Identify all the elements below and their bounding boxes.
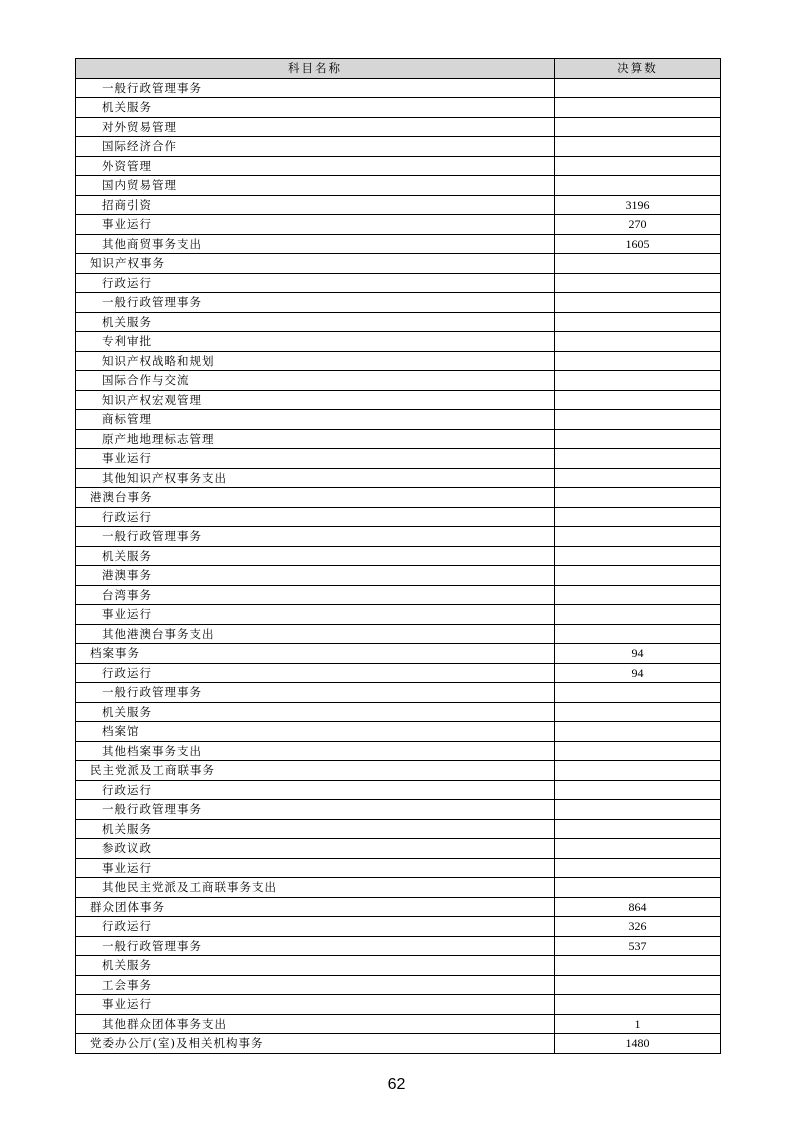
final-amount-cell xyxy=(555,761,721,781)
table-row xyxy=(76,527,721,547)
subject-name-cell: 事业运行 xyxy=(76,995,555,1015)
table-row xyxy=(76,507,721,527)
subject-name-cell: 其他民主党派及工商联事务支出 xyxy=(76,878,555,898)
header-row xyxy=(76,59,721,79)
table-row xyxy=(76,975,721,995)
subject-name-cell: 商标管理 xyxy=(76,410,555,430)
table-row xyxy=(76,917,721,937)
final-amount-cell: 864 xyxy=(555,897,721,917)
final-amount-cell xyxy=(555,975,721,995)
final-amount-cell xyxy=(555,780,721,800)
final-amount-cell xyxy=(555,858,721,878)
table-row xyxy=(76,254,721,274)
subject-name-cell: 事业运行 xyxy=(76,858,555,878)
subject-name-cell: 对外贸易管理 xyxy=(76,117,555,137)
table-body xyxy=(76,78,721,1053)
subject-name-cell: 机关服务 xyxy=(76,546,555,566)
table-row xyxy=(76,839,721,859)
table-row xyxy=(76,1034,721,1054)
table-row xyxy=(76,117,721,137)
subject-name-cell: 知识产权战略和规划 xyxy=(76,351,555,371)
final-amount-cell xyxy=(555,995,721,1015)
final-amount-cell xyxy=(555,507,721,527)
final-amount-cell xyxy=(555,429,721,449)
subject-name-cell: 机关服务 xyxy=(76,702,555,722)
subject-name-cell: 其他知识产权事务支出 xyxy=(76,468,555,488)
subject-name-cell: 档案事务 xyxy=(76,644,555,664)
subject-name-cell: 机关服务 xyxy=(76,312,555,332)
subject-name-cell: 一般行政管理事务 xyxy=(76,683,555,703)
final-amount-cell xyxy=(555,722,721,742)
subject-name-cell: 行政运行 xyxy=(76,507,555,527)
table-row xyxy=(76,156,721,176)
final-amount-cell xyxy=(555,293,721,313)
table-row xyxy=(76,215,721,235)
final-amount-cell: 326 xyxy=(555,917,721,937)
table-row xyxy=(76,722,721,742)
table-row xyxy=(76,390,721,410)
table-row xyxy=(76,800,721,820)
subject-name-cell: 党委办公厅(室)及相关机构事务 xyxy=(76,1034,555,1054)
subject-name-cell: 原产地地理标志管理 xyxy=(76,429,555,449)
final-amount-cell xyxy=(555,78,721,98)
subject-name-cell: 群众团体事务 xyxy=(76,897,555,917)
subject-name-cell: 外资管理 xyxy=(76,156,555,176)
table-row xyxy=(76,137,721,157)
table-row xyxy=(76,956,721,976)
subject-name-cell: 事业运行 xyxy=(76,449,555,469)
budget-table xyxy=(75,58,721,1054)
final-amount-cell xyxy=(555,98,721,118)
final-amount-cell xyxy=(555,371,721,391)
subject-name-cell: 行政运行 xyxy=(76,917,555,937)
final-amount-cell: 1480 xyxy=(555,1034,721,1054)
subject-name-cell: 其他档案事务支出 xyxy=(76,741,555,761)
final-amount-cell xyxy=(555,351,721,371)
subject-name-cell: 事业运行 xyxy=(76,605,555,625)
subject-name-cell: 机关服务 xyxy=(76,956,555,976)
final-amount-cell xyxy=(555,137,721,157)
table-row xyxy=(76,488,721,508)
header-subject-name: 科目名称 xyxy=(76,59,555,79)
table-row xyxy=(76,995,721,1015)
final-amount-cell xyxy=(555,312,721,332)
table-row xyxy=(76,546,721,566)
table-row xyxy=(76,585,721,605)
table-row xyxy=(76,195,721,215)
subject-name-cell: 其他港澳台事务支出 xyxy=(76,624,555,644)
final-amount-cell xyxy=(555,566,721,586)
final-amount-cell: 94 xyxy=(555,644,721,664)
table-row xyxy=(76,702,721,722)
table-row xyxy=(76,936,721,956)
subject-name-cell: 国际经济合作 xyxy=(76,137,555,157)
subject-name-cell: 一般行政管理事务 xyxy=(76,936,555,956)
table-row xyxy=(76,878,721,898)
table-row xyxy=(76,605,721,625)
final-amount-cell: 270 xyxy=(555,215,721,235)
final-amount-cell: 94 xyxy=(555,663,721,683)
table-row xyxy=(76,624,721,644)
subject-name-cell: 事业运行 xyxy=(76,215,555,235)
subject-name-cell: 港澳台事务 xyxy=(76,488,555,508)
final-amount-cell: 537 xyxy=(555,936,721,956)
table-row xyxy=(76,897,721,917)
final-amount-cell xyxy=(555,449,721,469)
table-row xyxy=(76,78,721,98)
final-amount-cell xyxy=(555,390,721,410)
table-row xyxy=(76,176,721,196)
subject-name-cell: 机关服务 xyxy=(76,98,555,118)
subject-name-cell: 港澳事务 xyxy=(76,566,555,586)
subject-name-cell: 民主党派及工商联事务 xyxy=(76,761,555,781)
table-row xyxy=(76,741,721,761)
subject-name-cell: 台湾事务 xyxy=(76,585,555,605)
table-row xyxy=(76,410,721,430)
final-amount-cell xyxy=(555,468,721,488)
final-amount-cell xyxy=(555,546,721,566)
final-amount-cell xyxy=(555,254,721,274)
table-row xyxy=(76,234,721,254)
table-row xyxy=(76,332,721,352)
subject-name-cell: 招商引资 xyxy=(76,195,555,215)
final-amount-cell xyxy=(555,332,721,352)
table-row xyxy=(76,761,721,781)
final-amount-cell xyxy=(555,741,721,761)
subject-name-cell: 参政议政 xyxy=(76,839,555,859)
subject-name-cell: 行政运行 xyxy=(76,663,555,683)
header-final-amount: 决算数 xyxy=(555,59,721,79)
final-amount-cell xyxy=(555,410,721,430)
final-amount-cell xyxy=(555,585,721,605)
table-row xyxy=(76,663,721,683)
subject-name-cell: 一般行政管理事务 xyxy=(76,78,555,98)
final-amount-cell: 3196 xyxy=(555,195,721,215)
final-amount-cell xyxy=(555,176,721,196)
table-row xyxy=(76,351,721,371)
subject-name-cell: 知识产权宏观管理 xyxy=(76,390,555,410)
final-amount-cell: 1605 xyxy=(555,234,721,254)
subject-name-cell: 专利审批 xyxy=(76,332,555,352)
final-amount-cell xyxy=(555,117,721,137)
final-amount-cell xyxy=(555,156,721,176)
final-amount-cell xyxy=(555,605,721,625)
subject-name-cell: 一般行政管理事务 xyxy=(76,293,555,313)
final-amount-cell xyxy=(555,273,721,293)
final-amount-cell: 1 xyxy=(555,1014,721,1034)
subject-name-cell: 档案馆 xyxy=(76,722,555,742)
subject-name-cell: 工会事务 xyxy=(76,975,555,995)
table-row xyxy=(76,449,721,469)
table-row xyxy=(76,644,721,664)
subject-name-cell: 国内贸易管理 xyxy=(76,176,555,196)
final-amount-cell xyxy=(555,819,721,839)
table-row xyxy=(76,858,721,878)
final-amount-cell xyxy=(555,839,721,859)
table-row xyxy=(76,780,721,800)
final-amount-cell xyxy=(555,702,721,722)
table-row xyxy=(76,293,721,313)
final-amount-cell xyxy=(555,527,721,547)
subject-name-cell: 机关服务 xyxy=(76,819,555,839)
subject-name-cell: 其他群众团体事务支出 xyxy=(76,1014,555,1034)
final-amount-cell xyxy=(555,488,721,508)
final-amount-cell xyxy=(555,800,721,820)
subject-name-cell: 一般行政管理事务 xyxy=(76,527,555,547)
page-number: 62 xyxy=(387,1076,406,1093)
table-row xyxy=(76,819,721,839)
table-row xyxy=(76,468,721,488)
subject-name-cell: 知识产权事务 xyxy=(76,254,555,274)
final-amount-cell xyxy=(555,956,721,976)
subject-name-cell: 行政运行 xyxy=(76,780,555,800)
subject-name-cell: 国际合作与交流 xyxy=(76,371,555,391)
table-row xyxy=(76,1014,721,1034)
final-amount-cell xyxy=(555,878,721,898)
final-amount-cell xyxy=(555,624,721,644)
subject-name-cell: 行政运行 xyxy=(76,273,555,293)
table-row xyxy=(76,371,721,391)
table-row xyxy=(76,429,721,449)
subject-name-cell: 其他商贸事务支出 xyxy=(76,234,555,254)
table-row xyxy=(76,273,721,293)
subject-name-cell: 一般行政管理事务 xyxy=(76,800,555,820)
table-row xyxy=(76,98,721,118)
final-amount-cell xyxy=(555,683,721,703)
table-row xyxy=(76,566,721,586)
table-row xyxy=(76,683,721,703)
table-row xyxy=(76,312,721,332)
